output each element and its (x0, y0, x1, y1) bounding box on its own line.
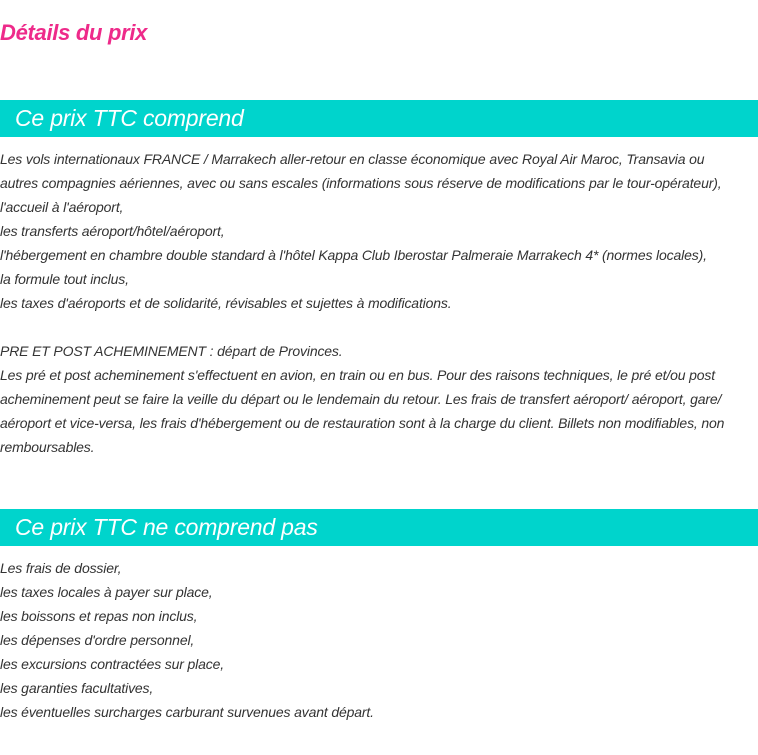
excludes-line: les garanties facultatives, (0, 680, 154, 696)
excludes-line: les éventuelles surcharges carburant survenues avant départ. (0, 704, 374, 720)
transport-line: acheminement peut se faire la veille du départ ou le lendemain du retour. Les frais de transfert aéroport/ aéroport, gare/ (0, 391, 722, 407)
includes-line: l'accueil à l'aéroport, (0, 199, 124, 215)
excludes-line: les taxes locales à payer sur place, (0, 584, 213, 600)
transport-line: PRE ET POST ACHEMINEMENT : départ de Provinces. (0, 343, 343, 359)
includes-line: les taxes d'aéroports et de solidarité, révisables et sujettes à modifications. (0, 295, 452, 311)
includes-line: l'hébergement en chambre double standard à l'hôtel Kappa Club Iberostar Palmeraie Marrakech 4* (normes locales), (0, 247, 707, 263)
excludes-line: les dépenses d'ordre personnel, (0, 632, 195, 648)
transport-line: aéroport et vice-versa, les frais d'hébergement ou de restauration sont à la charge du client. Billets non modifiables, non (0, 415, 725, 431)
includes-line: Les vols internationaux FRANCE / Marrakech aller-retour en classe économique avec Royal Air Maroc, Transavia ou (0, 151, 705, 167)
excludes-line: les excursions contractées sur place, (0, 656, 225, 672)
excludes-list (0, 556, 758, 724)
excludes-section-header (0, 509, 758, 546)
spacer (0, 315, 758, 339)
includes-line: autres compagnies aériennes, avec ou sans escales (informations sous réserve de modifications par le tour-opérateur), (0, 175, 722, 191)
transport-line: Les pré et post acheminement s'effectuent en avion, en train ou en bus. Pour des raisons techniques, le pré et/ou post (0, 367, 715, 383)
excludes-heading: Ce prix TTC ne comprend pas (15, 514, 318, 540)
includes-line: la formule tout inclus, (0, 271, 129, 287)
includes-heading: Ce prix TTC comprend (15, 105, 244, 131)
includes-section-header (0, 100, 758, 137)
includes-line: les transferts aéroport/hôtel/aéroport, (0, 223, 225, 239)
excludes-line: Les frais de dossier, (0, 560, 122, 576)
includes-list (0, 147, 758, 459)
excludes-line: les boissons et repas non inclus, (0, 608, 198, 624)
page-title: Détails du prix (0, 20, 148, 45)
transport-line: remboursables. (0, 439, 95, 455)
